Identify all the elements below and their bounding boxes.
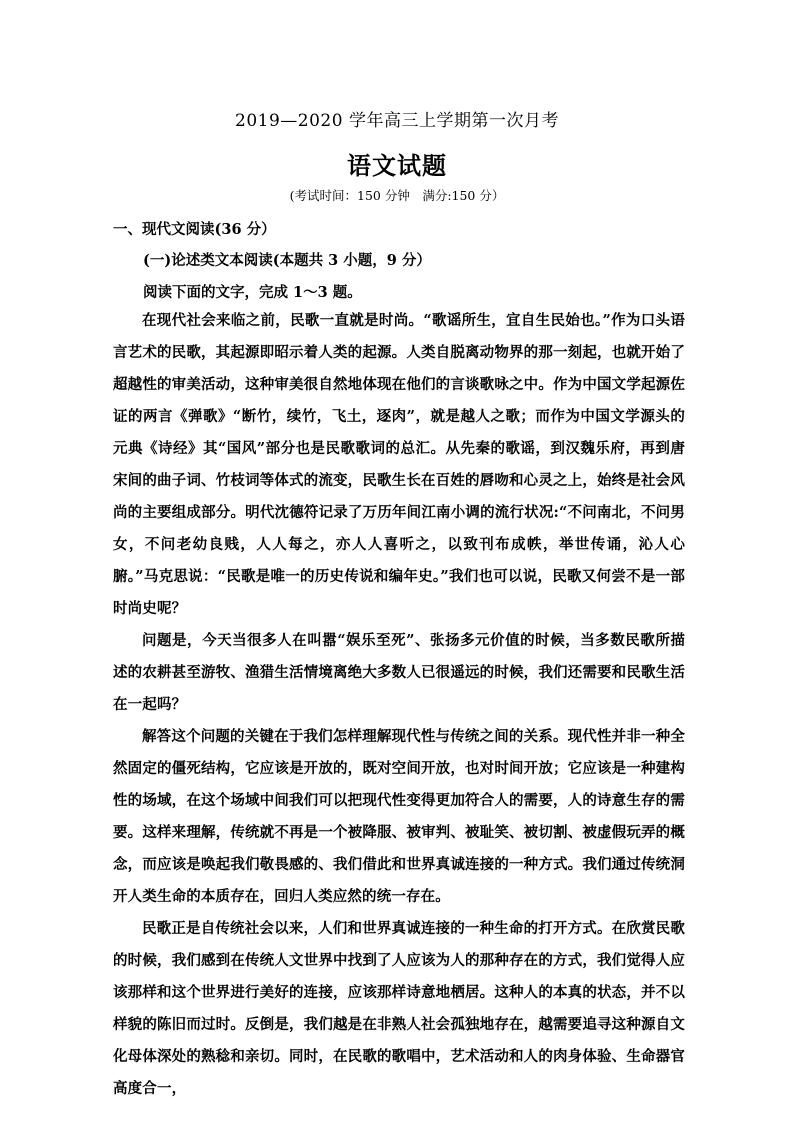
exam-info: (考试时间：150 分钟 满分:150 分） [289, 188, 505, 203]
passage-paragraph: 解答这个问题的关键在于我们怎样理解现代性与传统之间的关系。现代性并非一种全然固定的僵死结构，它应该是开放的，既对空间开放，也对时间开放；它应该是一种建构性的场域，在这个场域中间我们可以把现代性变得更加符合人的需要，人的诗意生存的需要。这样来理解，传统就不再是一个被降服、被审判、被耻笑、被切割、被虚假玩弄的概念，而应该是唤起我们敬畏感的、我们借此和世界真诚连接的一种方式。我们通过传统洞开人类生命的本质存在，回归人类应然的统一存在。 [113, 728, 685, 905]
sub-section-heading: (一)论述类文本阅读(本题共 3 小题，9 分） [143, 252, 431, 269]
section-heading: 一、现代文阅读(36 分） [113, 221, 276, 238]
passage-paragraph: 在现代社会来临之前，民歌一直就是时尚。“歌谣所生，宜自生民始也。”作为口头语言艺术的民歌，其起源即昭示着人类的起源。人类自脱离动物界的那一刻起，也就开始了超越性的审美活动，这种审美很自然地体现在他们的言谈歌咏之中。作为中国文学起源佐证的两言《弹歌》“断竹，续竹，飞土，逐肉”，就是越人之歌；而作为中国文学源头的元典《诗经》其“国风”部分也是民歌歌词的总汇。从先秦的歌谣，到汉魏乐府，再到唐宋间的曲子词、竹枝词等体式的流变，民歌生长在百姓的唇吻和心灵之上，始终是社会风尚的主要组成部分。明代沈德符记录了万历年间江南小调的流行状况:“不问南北，不问男女，不问老幼良贱，人人每之，亦人人喜听之，以致刊布成帙，举世传诵，沁人心腑。”马克思说：“民歌是唯一的历史传说和编年史。”我们也可以说，民歌又何尝不是一部时尚史呢？ [113, 312, 685, 617]
subject-title: 语文试题 [347, 151, 447, 180]
exam-title: 2019—2020 学年高三上学期第一次月考 [235, 111, 559, 131]
passage-paragraph: 问题是，今天当很多人在叫嚣“娱乐至死”、张扬多元价值的时候，当多数民歌所描述的农耕甚至游牧、渔猎生活情境离绝大多数人已很遥远的时候，我们还需要和民歌生活在一起吗？ [113, 632, 685, 713]
reading-passage [113, 305, 685, 1105]
passage-paragraph: 民歌正是自传统社会以来，人们和世界真诚连接的一种生命的打开方式。在欣赏民歌的时候，我们感到在传统人文世界中找到了人应该为人的那种存在的方式，我们觉得人应该那样和这个世界进行美好的连接，应该那样诗意地栖居。这种人的本真的状态，并不以样貌的陈旧而过时。反倒是，我们越是在非熟人社会孤独地存在，越需要追寻这种源自文化母体深处的熟稔和亲切。同时，在民歌的歌唱中，艺术活动和人的肉身体验、生命器官高度合一， [113, 920, 685, 1097]
reading-instruction: 阅读下面的文字，完成 1～3 题。 [143, 284, 362, 301]
